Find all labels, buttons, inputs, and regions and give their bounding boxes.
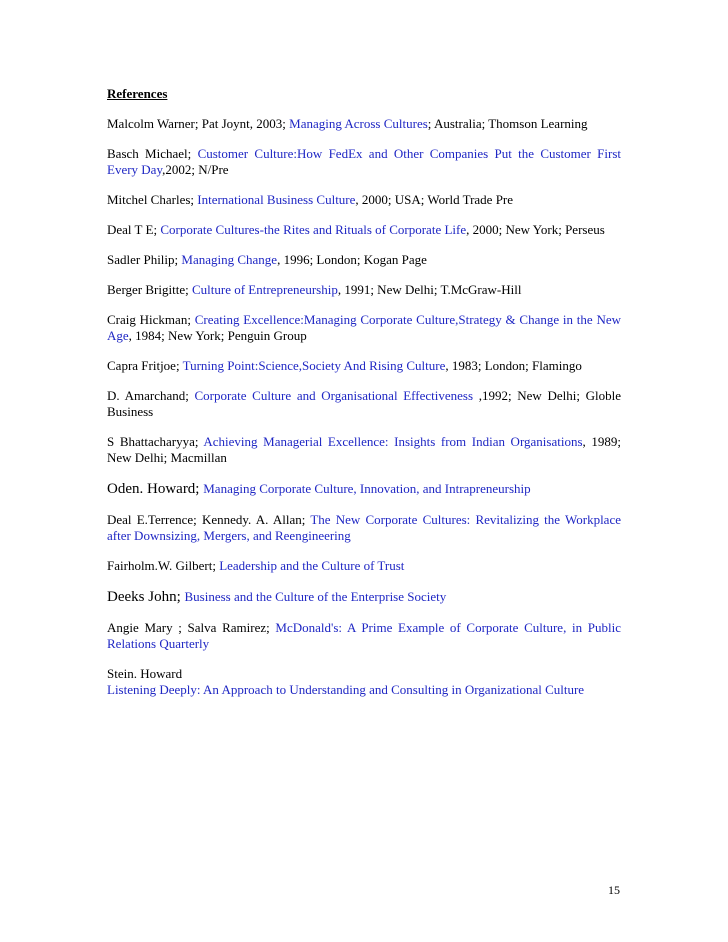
reference-publication-details: , 2000; USA; World Trade Pre [355, 192, 514, 207]
reference-publication-details: , 1996; London; Kogan Page [277, 252, 427, 267]
reference-author: D. Amarchand; [107, 388, 195, 403]
reference-author: Mitchel Charles; [107, 192, 198, 207]
reference-author: Malcolm Warner; Pat Joynt, 2003; [107, 116, 290, 131]
reference-title-link[interactable]: Corporate Culture and Organisational Effectiveness [194, 388, 474, 403]
reference-author: Angie Mary ; Salva Ramirez; [107, 620, 276, 635]
reference-publication-details: , 1991; New Delhi; T.McGraw-Hill [337, 282, 522, 297]
reference-author: Fairholm.W. Gilbert; [107, 558, 220, 573]
reference-title-link[interactable]: Customer Culture:How FedEx and Other Companies Put the Customer First Every Day [107, 146, 622, 177]
reference-entry [107, 312, 621, 344]
reference-author: Deeks John; [107, 589, 185, 605]
reference-publication-details: , 1984; New York; Penguin Group [128, 328, 307, 343]
reference-title-link[interactable]: Turning Point:Science,Society And Rising Culture [182, 358, 446, 373]
reference-author: Deal E.Terrence; Kennedy. A. Allan; [107, 512, 311, 527]
reference-entry [107, 434, 621, 466]
reference-title-link[interactable]: Listening Deeply: An Approach to Understanding and Consulting in Organizational Culture [107, 682, 585, 697]
reference-author: Capra Fritjoe; [107, 358, 183, 373]
reference-entry [107, 388, 621, 420]
reference-title-link[interactable]: International Business Culture [197, 192, 356, 207]
reference-publication-details: , 1989; New Delhi; Macmillan [107, 434, 621, 465]
reference-entry [107, 588, 621, 606]
reference-title-link[interactable]: Corporate Cultures-the Rites and Rituals of Corporate Life [160, 222, 467, 237]
reference-author: Stein. Howard [107, 666, 183, 681]
reference-title-link[interactable]: Managing Corporate Culture, Innovation, and Intrapreneurship [203, 481, 531, 496]
reference-entry [107, 252, 621, 268]
reference-author: Sadler Philip; [107, 252, 182, 267]
reference-author: Craig Hickman; [107, 312, 195, 327]
reference-entry [107, 480, 621, 498]
reference-entry [107, 558, 621, 574]
reference-entry [107, 666, 621, 698]
reference-title-link[interactable]: Culture of Entrepreneurship [191, 282, 338, 297]
reference-publication-details: , 2000; New York; Perseus [466, 222, 605, 237]
reference-entry [107, 192, 621, 208]
reference-entry [107, 512, 621, 544]
reference-entry [107, 620, 621, 652]
reference-title-link[interactable]: Business and the Culture of the Enterprise Society [184, 589, 447, 604]
reference-author: Oden. Howard; [107, 481, 204, 497]
reference-entry [107, 146, 621, 178]
reference-title-link[interactable]: Achieving Managerial Excellence: Insights from Indian Organisations [203, 434, 583, 449]
reference-title-link[interactable]: Creating Excellence:Managing Corporate Culture,Strategy & Change in the New Age [107, 312, 621, 343]
reference-entry [107, 358, 621, 374]
reference-title-link[interactable]: The New Corporate Cultures: Revitalizing the Workplace after Downsizing, Mergers, and Reengineering [107, 512, 621, 543]
reference-title-link[interactable]: McDonald's: A Prime Example of Corporate Culture, in Public Relations Quarterly [107, 620, 621, 651]
reference-entry [107, 282, 621, 298]
reference-title-link[interactable]: Leadership and the Culture of Trust [219, 558, 405, 573]
reference-author: Basch Michael; [107, 146, 198, 161]
page-number: 15 [608, 883, 620, 897]
reference-publication-details: ,2002; N/Pre [162, 162, 229, 177]
references-list [107, 116, 621, 698]
reference-publication-details: ,1992; New Delhi; Globle Business [107, 388, 621, 419]
reference-entry [107, 222, 621, 238]
references-heading: References [107, 86, 168, 101]
reference-author: S Bhattacharyya; [107, 434, 204, 449]
reference-publication-details: ; Australia; Thomson Learning [427, 116, 588, 131]
reference-author: Berger Brigitte; [107, 282, 192, 297]
reference-title-link[interactable]: Managing Across Cultures [289, 116, 428, 131]
reference-entry [107, 116, 621, 132]
reference-title-link[interactable]: Managing Change [181, 252, 278, 267]
reference-publication-details: , 1983; London; Flamingo [445, 358, 582, 373]
reference-author: Deal T E; [107, 222, 161, 237]
